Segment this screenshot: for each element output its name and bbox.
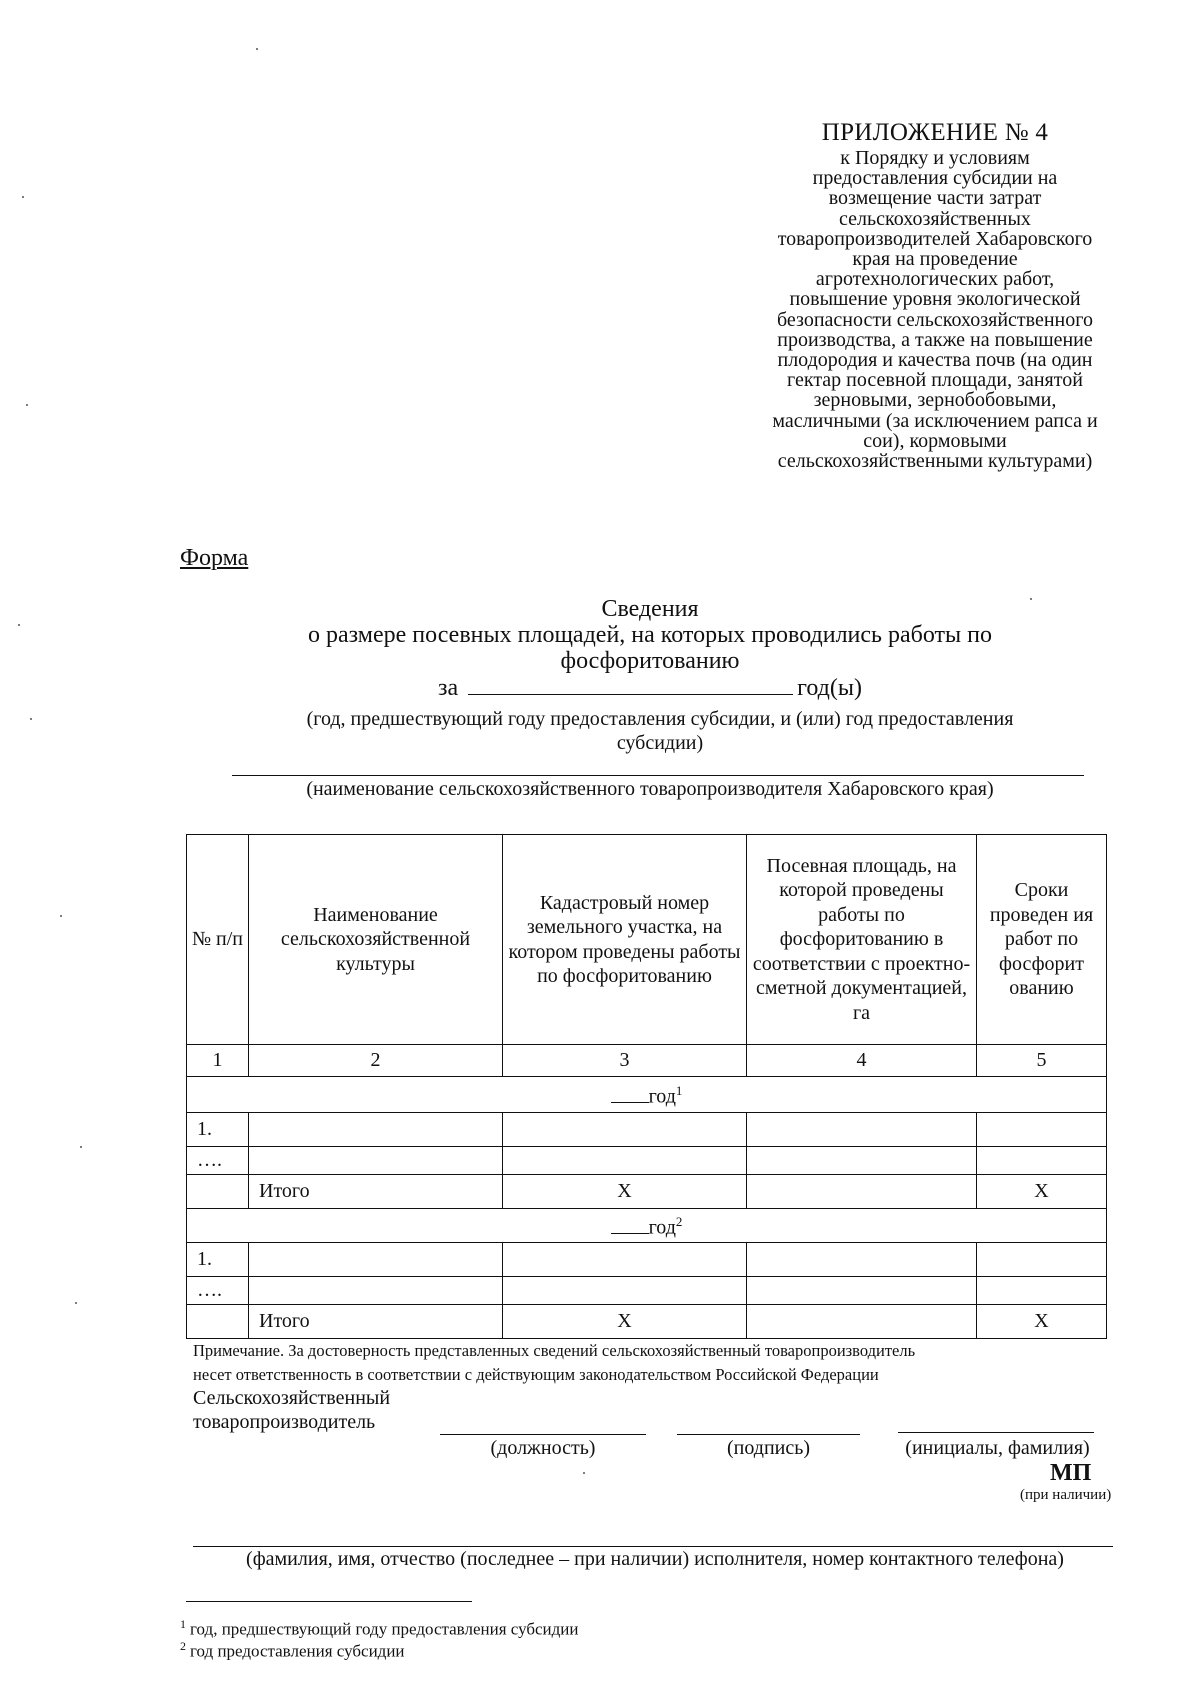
producer-caption: (наименование сельскохозяйственного товаропроизводителя Хабаровского края) bbox=[306, 778, 994, 800]
heading-subtitle-2: фосфоритованию bbox=[560, 648, 740, 674]
row-number: 1. bbox=[187, 1243, 249, 1277]
note bbox=[193, 1339, 1123, 1387]
producer-name-blank[interactable] bbox=[232, 775, 1084, 776]
cell-dates[interactable] bbox=[977, 1147, 1107, 1175]
appendix-line: безопасности сельскохозяйственного bbox=[777, 308, 1093, 331]
cell-crop[interactable] bbox=[249, 1243, 503, 1277]
cell-total-area[interactable] bbox=[747, 1175, 977, 1209]
period-year-blank[interactable] bbox=[468, 672, 793, 695]
table-row bbox=[187, 1277, 1107, 1305]
cell-x: X bbox=[503, 1175, 747, 1209]
appendix-line: к Порядку и условиям bbox=[840, 147, 1030, 169]
cell-area[interactable] bbox=[747, 1243, 977, 1277]
note-line-2: несет ответственность в соответствии с действующим законодательством Российской Федерации bbox=[193, 1365, 879, 1384]
appendix-line: возмещение части затрат bbox=[828, 187, 1042, 210]
period-prefix: за bbox=[437, 675, 459, 701]
total-label: Итого bbox=[249, 1175, 503, 1209]
appendix-line: производства, а также на повышение bbox=[777, 328, 1093, 351]
cell-dates[interactable] bbox=[977, 1113, 1107, 1147]
heading-title: Сведения bbox=[601, 596, 699, 622]
row-ellipsis: …. bbox=[187, 1277, 249, 1305]
cell-cadastral[interactable] bbox=[503, 1277, 747, 1305]
period-line bbox=[180, 672, 1120, 702]
period-note-line-2: субсидии) bbox=[616, 732, 704, 754]
appendix-line: края на проведение bbox=[852, 248, 1018, 271]
col-number: 4 bbox=[747, 1045, 977, 1077]
col-number: 2 bbox=[249, 1045, 503, 1077]
footnote-1 bbox=[180, 1617, 579, 1640]
name-blank[interactable] bbox=[898, 1432, 1094, 1433]
position-blank[interactable] bbox=[440, 1434, 646, 1435]
heading-subtitle-1: о размере посевных площадей, на которых проводились работы по bbox=[308, 622, 992, 648]
cell-cadastral[interactable] bbox=[503, 1147, 747, 1175]
appendix-line: гектар посевной площади, занятой bbox=[787, 369, 1083, 392]
document-heading bbox=[180, 596, 1120, 674]
appendix-line: повышение уровня экологической bbox=[789, 288, 1081, 311]
cell-area[interactable] bbox=[747, 1113, 977, 1147]
table-row bbox=[187, 1113, 1107, 1147]
appendix-line: предоставления субсидии на bbox=[812, 167, 1058, 190]
phosphoritization-table bbox=[186, 834, 1107, 1339]
col-number: 5 bbox=[977, 1045, 1107, 1077]
signer-line-1: Сельскохозяйственный bbox=[193, 1387, 391, 1409]
footnote-mark: 1 bbox=[180, 1617, 186, 1631]
signer-line-2: товаропроизводитель bbox=[193, 1411, 376, 1433]
executor-blank[interactable] bbox=[193, 1546, 1113, 1547]
stamp-note: (при наличии) bbox=[1020, 1487, 1112, 1503]
footnote-2 bbox=[180, 1639, 405, 1662]
header-col-dates: Сроки проведен ия работ по фосфорит ованию bbox=[977, 835, 1107, 1045]
appendix-line: плодородия и качества почв (на один bbox=[777, 349, 1093, 372]
note-line-1: Примечание. За достоверность представленных сведений сельскохозяйственный товаропроизводитель bbox=[193, 1341, 916, 1360]
cell-x: X bbox=[977, 1305, 1107, 1339]
cell-cadastral[interactable] bbox=[503, 1113, 747, 1147]
header-col-cadastral: Кадастровый номер земельного участка, на котором проведены работы по фосфоритованию bbox=[503, 835, 747, 1045]
period-note bbox=[195, 707, 1125, 755]
footnote-text: год, предшествующий году предоставления субсидии bbox=[190, 1619, 579, 1639]
row-number: 1. bbox=[187, 1113, 249, 1147]
form-label: Форма bbox=[180, 545, 249, 571]
cell-dates[interactable] bbox=[977, 1243, 1107, 1277]
row-ellipsis: …. bbox=[187, 1147, 249, 1175]
year-section-row bbox=[187, 1077, 1107, 1113]
header-col-crop: Наименование сельскохозяйственной культуры bbox=[249, 835, 503, 1045]
cell-cadastral[interactable] bbox=[503, 1243, 747, 1277]
footnote-ref: 1 bbox=[675, 1083, 683, 1099]
header-col-area: Посевная площадь, на которой проведены работы по фосфоритованию в соответствии с проектно-сметной документацией, га bbox=[747, 835, 977, 1045]
appendix-header bbox=[725, 118, 1145, 471]
position-caption: (должность) bbox=[490, 1437, 596, 1459]
footnote-mark: 2 bbox=[180, 1639, 186, 1653]
appendix-line: сельскохозяйственных bbox=[839, 207, 1031, 230]
column-number-row bbox=[187, 1045, 1107, 1077]
cell-crop[interactable] bbox=[249, 1113, 503, 1147]
col-number: 3 bbox=[503, 1045, 747, 1077]
year-header bbox=[187, 1209, 1107, 1243]
year-header bbox=[187, 1077, 1107, 1113]
year-section-row bbox=[187, 1209, 1107, 1243]
cell-empty bbox=[187, 1175, 249, 1209]
stamp-label: МП bbox=[1050, 1460, 1092, 1486]
signature-caption: (подпись) bbox=[726, 1437, 811, 1459]
appendix-line: сельскохозяйственными культурами) bbox=[777, 450, 1093, 473]
cell-area[interactable] bbox=[747, 1147, 977, 1175]
appendix-line: зерновыми, зернобобовыми, bbox=[813, 389, 1057, 412]
total-row bbox=[187, 1305, 1107, 1339]
signature-blank[interactable] bbox=[677, 1434, 860, 1435]
signer-label bbox=[193, 1386, 390, 1434]
year-label: год bbox=[648, 1217, 676, 1240]
cell-x: X bbox=[503, 1305, 747, 1339]
cell-total-area[interactable] bbox=[747, 1305, 977, 1339]
footnote-ref: 2 bbox=[675, 1214, 683, 1230]
total-label: Итого bbox=[249, 1305, 503, 1339]
year-blank[interactable] bbox=[611, 1217, 649, 1234]
executor-caption: (фамилия, имя, отчество (последнее – при наличии) исполнителя, номер контактного телефона) bbox=[246, 1548, 1064, 1570]
appendix-title: ПРИЛОЖЕНИЕ № 4 bbox=[821, 119, 1049, 146]
year-label: год bbox=[648, 1086, 676, 1109]
cell-crop[interactable] bbox=[249, 1277, 503, 1305]
total-row bbox=[187, 1175, 1107, 1209]
appendix-line: агротехнологических работ, bbox=[815, 268, 1055, 291]
cell-empty bbox=[187, 1305, 249, 1339]
table-row bbox=[187, 1147, 1107, 1175]
col-number: 1 bbox=[187, 1045, 249, 1077]
footnote-text: год предоставления субсидии bbox=[190, 1641, 405, 1661]
appendix-line: товаропроизводителей Хабаровского bbox=[777, 227, 1093, 250]
cell-dates[interactable] bbox=[977, 1277, 1107, 1305]
cell-x: X bbox=[977, 1175, 1107, 1209]
cell-area[interactable] bbox=[747, 1277, 977, 1305]
cell-crop[interactable] bbox=[249, 1147, 503, 1175]
period-suffix: год(ы) bbox=[797, 675, 862, 701]
appendix-line: сои), кормовыми bbox=[863, 429, 1007, 452]
appendix-line: масличными (за исключением рапса и bbox=[772, 409, 1098, 432]
footnote-separator bbox=[186, 1601, 472, 1602]
year-blank[interactable] bbox=[611, 1086, 649, 1103]
header-col-num: № п/п bbox=[187, 835, 249, 1045]
name-caption: (инициалы, фамилия) bbox=[905, 1437, 1090, 1459]
table-row bbox=[187, 1243, 1107, 1277]
header-row bbox=[187, 835, 1107, 1045]
period-note-line-1: (год, предшествующий году предоставления субсидии, и (или) год предоставления bbox=[306, 708, 1014, 730]
